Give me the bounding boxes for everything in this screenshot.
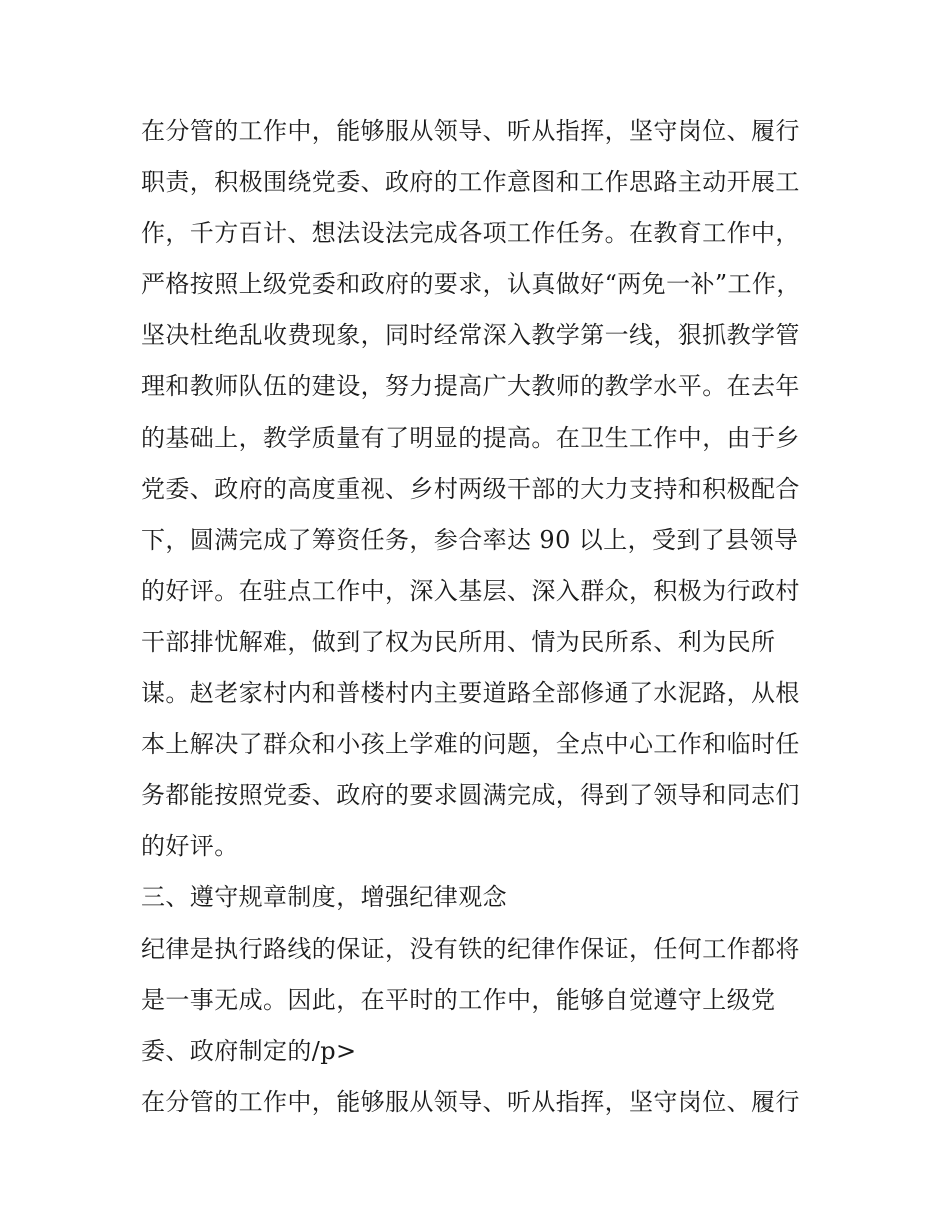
text-line: 本上解决了群众和小孩上学难的问题，全点中心工作和临时任: [141, 730, 800, 759]
text-line: 谋。赵老家村内和普楼村内主要道路全部修通了水泥路，从根: [141, 679, 800, 708]
text-line: 的好评。: [141, 832, 239, 861]
text-line: 干部排忧解难，做到了权为民所用、情为民所系、利为民所: [141, 627, 776, 656]
text-line: 的基础上，教学质量有了明显的提高。在卫生工作中，由于乡: [141, 423, 800, 452]
text-line: 理和教师队伍的建设，努力提高广大教师的教学水平。在去年: [141, 372, 800, 401]
text-line: 党委、政府的高度重视、乡村两级干部的大力支持和积极配合: [141, 474, 800, 503]
text-line: 在分管的工作中，能够服从领导、听从指挥，坚守岗位、履行: [141, 1087, 800, 1116]
text-line: 的好评。在驻点工作中，深入基层、深入群众，积极为行政村: [141, 576, 800, 605]
text-line: 下，圆满完成了筹资任务，参合率达 90 以上，受到了县领导: [141, 525, 799, 554]
text-line: 是一事无成。因此，在平时的工作中，能够自觉遵守上级党: [141, 985, 776, 1014]
section-heading: 三、遵守规章制度，增强纪律观念: [141, 883, 507, 912]
text-line: 职责，积极围绕党委、政府的工作意图和工作思路主动开展工: [141, 168, 800, 197]
text-line: 务都能按照党委、政府的要求圆满完成，得到了领导和同志们: [141, 781, 800, 810]
text-line: 作，千方百计、想法设法完成各项工作任务。在教育工作中，: [141, 219, 800, 248]
document-body: [141, 106, 821, 1128]
text-line: 坚决杜绝乱收费现象，同时经常深入教学第一线，狠抓教学管: [141, 321, 800, 350]
text-line: 委、政府制定的/p>: [141, 1036, 357, 1065]
text-line: 纪律是执行路线的保证，没有铁的纪律作保证，任何工作都将: [141, 934, 800, 963]
text-line: 在分管的工作中，能够服从领导、听从指挥，坚守岗位、履行: [141, 117, 800, 145]
text-line: 严格按照上级党委和政府的要求，认真做好“两免一补”工作，: [141, 270, 801, 299]
